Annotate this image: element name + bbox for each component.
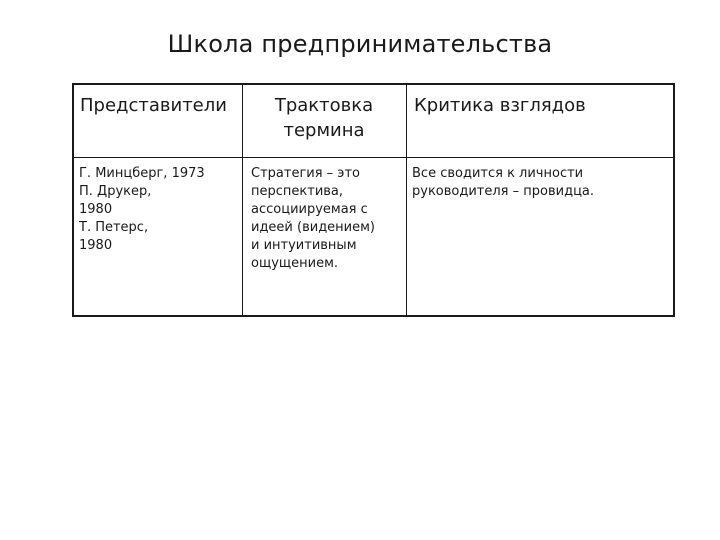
critique-line: руководителя – провидца. [412, 184, 595, 199]
interpretation-line: ощущением. [251, 256, 339, 271]
representatives-line: Т. Петерс, [79, 220, 149, 235]
school-table [72, 83, 675, 317]
column-divider-2 [406, 85, 407, 315]
cell-critique [412, 165, 672, 201]
header-representatives [80, 93, 240, 118]
representatives-line: П. Друкер, [79, 184, 152, 199]
header-divider [74, 157, 673, 158]
interpretation-line: Стратегия – это [251, 166, 360, 181]
header-critique [414, 93, 669, 118]
cell-interpretation [251, 165, 403, 273]
representatives-line: 1980 [79, 238, 113, 253]
header-critique-text: Критика взглядов [414, 95, 586, 116]
header-interpretation [244, 93, 404, 143]
header-representatives-text: Представители [80, 95, 227, 116]
header-interpretation-line-1: Трактовка [274, 95, 374, 116]
interpretation-line: идеей (видением) [251, 220, 376, 235]
interpretation-line: перспектива, [251, 184, 344, 199]
critique-line: Все сводится к личности [412, 166, 584, 181]
representatives-line: 1980 [79, 202, 113, 217]
interpretation-line: ассоциируемая с [251, 202, 368, 217]
header-interpretation-line-2: термина [283, 120, 365, 141]
interpretation-line: и интуитивным [251, 238, 357, 253]
column-divider-1 [242, 85, 243, 315]
cell-representatives [79, 165, 239, 255]
slide-title: Школа предпринимательства [167, 30, 553, 58]
representatives-line: Г. Минцберг, 1973 [79, 166, 205, 181]
